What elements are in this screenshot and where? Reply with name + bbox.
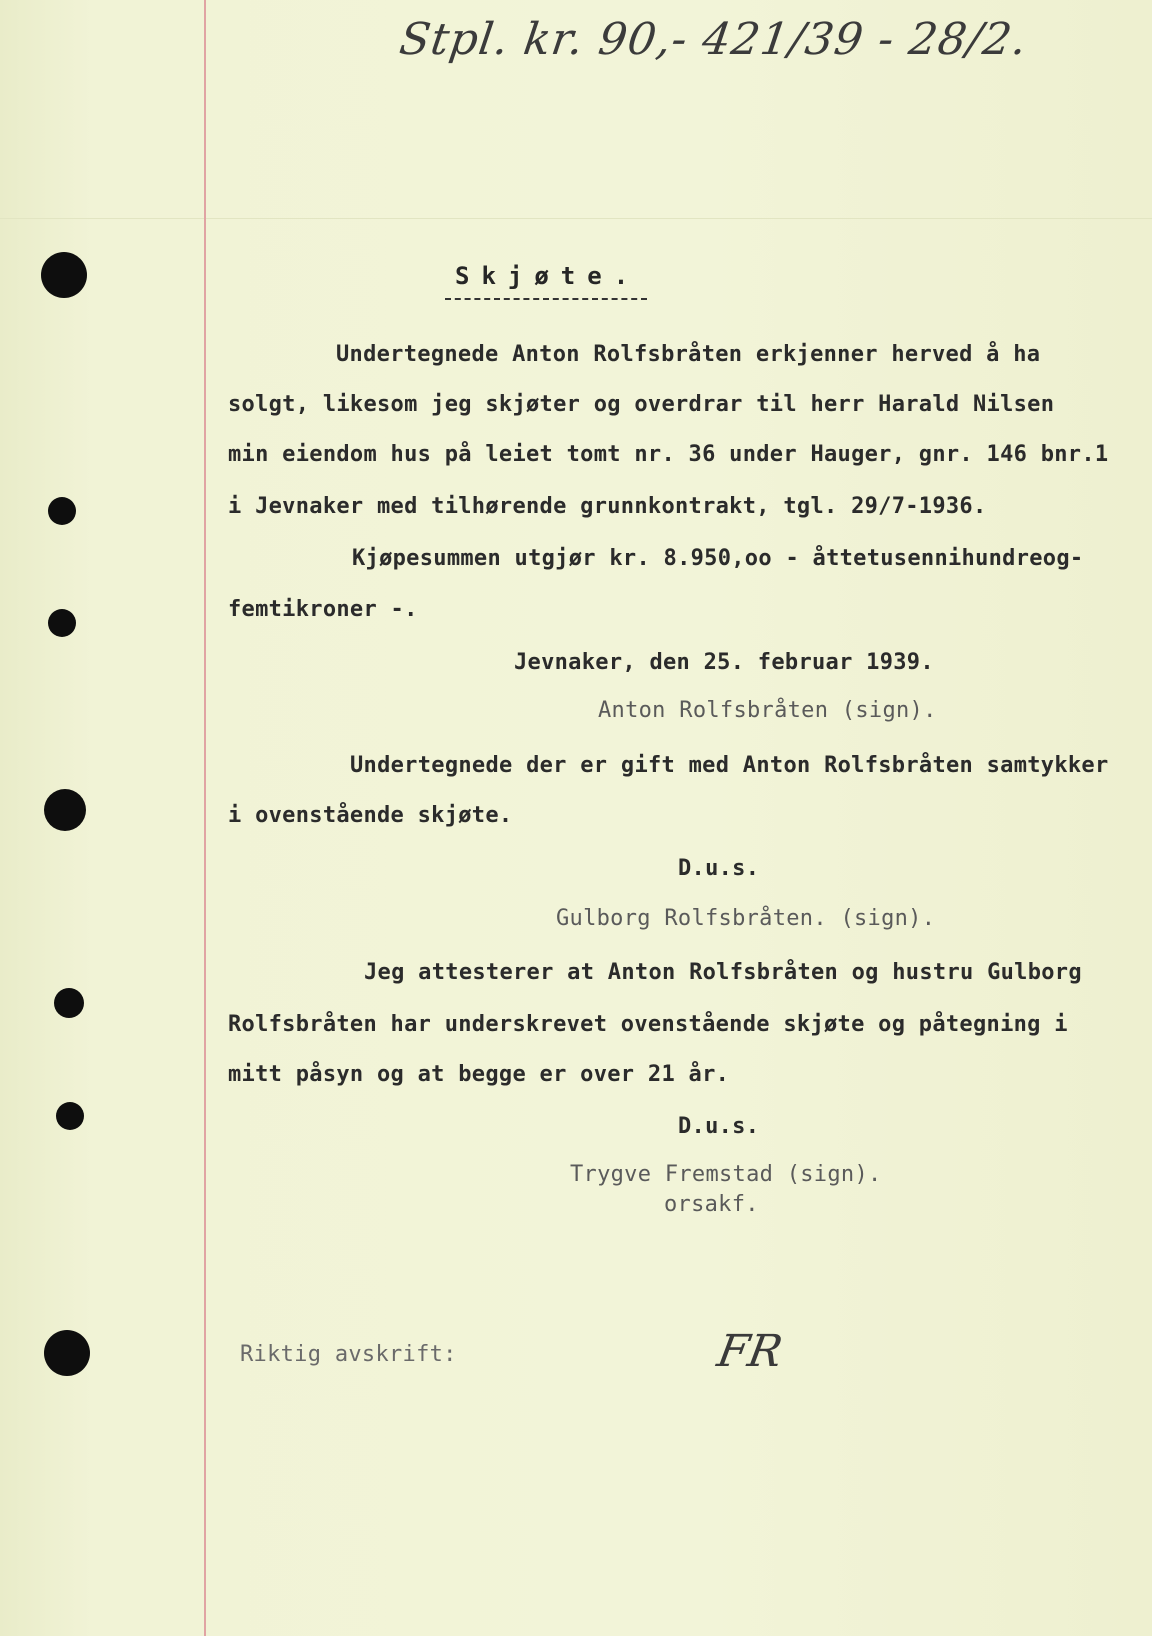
text-line: Undertegnede der er gift med Anton Rolfsbråten samtykker <box>350 753 1109 778</box>
witness-title: orsakf. <box>664 1192 759 1217</box>
punch-hole <box>48 497 76 525</box>
fold-line <box>0 218 1152 219</box>
text-line: i ovenstående skjøte. <box>228 803 513 828</box>
document-title: Skjøte. <box>455 262 641 290</box>
closing-dus: D.u.s. <box>678 856 760 881</box>
text-line: femtikroner -. <box>228 597 418 622</box>
text-line: Rolfsbråten har underskrevet ovenstående skjøte og påtegning i <box>228 1012 1068 1037</box>
text-line: Undertegnede Anton Rolfsbråten erkjenner herved å ha <box>336 342 1041 367</box>
title-underline <box>445 298 647 300</box>
signature-witness: Trygve Fremstad (sign). <box>570 1162 882 1187</box>
closing-dus: D.u.s. <box>678 1114 760 1139</box>
punch-hole <box>41 252 87 298</box>
footer-label: Riktig avskrift: <box>240 1342 457 1367</box>
text-line: min eiendom hus på leiet tomt nr. 36 under Hauger, gnr. 146 bnr.1 <box>228 442 1109 467</box>
text-line: mitt påsyn og at begge er over 21 år. <box>228 1062 730 1087</box>
punch-hole <box>48 609 76 637</box>
punch-hole <box>44 1330 90 1376</box>
handwritten-reference: Stpl. kr. 90,- 421/39 - 28/2. <box>396 14 1031 65</box>
text-line: i Jevnaker med tilhørende grunnkontrakt, tgl. 29/7-1936. <box>228 494 987 519</box>
text-line: Kjøpesummen utgjør kr. 8.950,oo - åttetusennihundreog- <box>352 546 1084 571</box>
handwritten-initials: FR <box>713 1326 787 1377</box>
text-line: Jeg attesterer at Anton Rolfsbråten og hustru Gulborg <box>364 960 1082 985</box>
punch-hole <box>54 988 84 1018</box>
punch-hole <box>44 789 86 831</box>
place-date: Jevnaker, den 25. februar 1939. <box>514 650 934 675</box>
signature-seller: Anton Rolfsbråten (sign). <box>598 698 937 723</box>
signature-spouse: Gulborg Rolfsbråten. (sign). <box>556 906 936 931</box>
punch-hole <box>56 1102 84 1130</box>
text-line: solgt, likesom jeg skjøter og overdrar til herr Harald Nilsen <box>228 392 1055 417</box>
margin-line <box>204 0 206 1636</box>
